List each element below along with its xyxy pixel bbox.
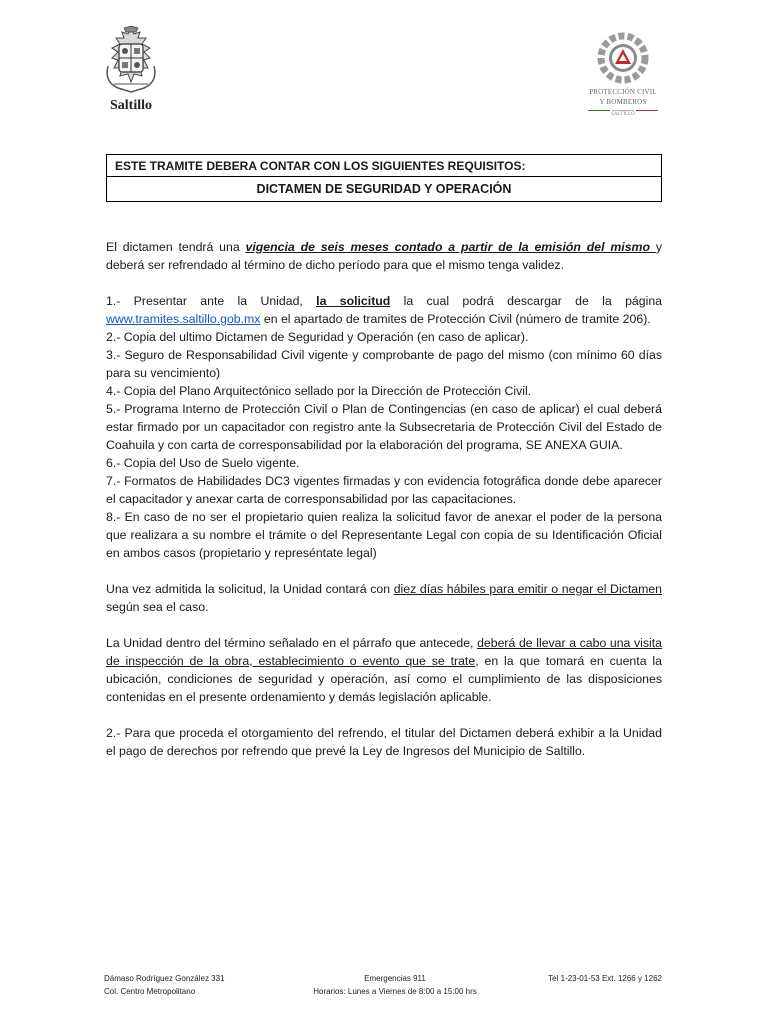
footer-contact xyxy=(305,972,485,998)
admit-text: Una vez admitida la solicitud, la Unidad contará con xyxy=(106,582,394,596)
intro-text-end: y deberá ser refrendado al término de dicho período para que el mismo tenga validez. xyxy=(106,240,662,272)
requirement-item-7: 7.- Formatos de Habilidades DC3 vigentes firmadas y con evidencia fotográfica donde debe aparecer el capacitador y anexar carta de corresponsabilidad por las capacitaciones. xyxy=(106,474,662,506)
document-body xyxy=(106,238,662,760)
inspection-text-end: , en la que tomará en cuenta la ubicación, condiciones de seguridad y operación, así como el cumplimiento de las disposiciones contenidas en el presente ordenamiento y demás legislación aplicable. xyxy=(106,654,662,704)
footer-phone: Tel 1-23-01-53 Ext. 1266 y 1262 xyxy=(548,974,662,983)
emergency-number: Emergencias 911 xyxy=(364,974,426,983)
ten-days-emphasis: diez días hábiles para emitir o negar el Dictamen xyxy=(393,582,662,596)
coat-of-arms-icon xyxy=(100,26,162,98)
intro-paragraph xyxy=(106,238,662,274)
tramites-website-link[interactable]: www.tramites.saltillo.gob.mx xyxy=(106,312,261,326)
validity-emphasis: vigencia de seis meses contado a partir de la emisión del mismo xyxy=(245,240,656,254)
saltillo-coat-of-arms-logo xyxy=(100,26,162,118)
admission-paragraph xyxy=(106,580,662,616)
pc-city-label: SALTILLO xyxy=(611,112,635,117)
flag-stripe-red xyxy=(636,110,658,111)
flag-stripe-green xyxy=(588,110,610,111)
city-name-label: Saltillo xyxy=(109,98,152,113)
footer-address xyxy=(104,972,225,998)
item1-text-mid: la cual podrá descargar de la página xyxy=(390,294,663,308)
refrendo-paragraph: 2.- Para que proceda el otorgamiento del refrendo, el titular del Dictamen deberá exhibir a la Unidad el pago de derechos por refrendo que prevé la Ley de Ingresos del Municipio de Saltillo. xyxy=(106,726,662,758)
solicitud-emphasis: la solicitud xyxy=(316,294,391,308)
requirement-item-1 xyxy=(106,292,662,328)
pc-line1: PROTECCIÓN CIVIL xyxy=(589,88,657,96)
proteccion-civil-logo xyxy=(580,32,666,124)
address-line-1: Dámaso Rodríguez González 331 xyxy=(104,974,225,983)
inspection-emphasis: deberá de llevar a cabo una visita de inspección de la obra, establecimiento o evento que se trate xyxy=(106,636,663,668)
requirement-item-3: 3.- Seguro de Responsabilidad Civil vigente y comprobante de pago del mismo (con mínimo 60 días para su vencimiento) xyxy=(106,348,662,380)
requirement-item-5: 5.- Programa Interno de Protección Civil o Plan de Contingencias (en caso de aplicar) el cual deberá estar firmado por un capacitador con registro ante la Subsecretaria de Protección Civil del Estado de Coahuila y con carta de corresponsabilidad por la elaboración del programa, SE ANEXA GUIA. xyxy=(106,402,662,452)
inspection-paragraph xyxy=(106,634,662,706)
office-hours: Horarios: Lunes a Viernes de 8:00 a 15:00 hrs xyxy=(313,987,477,996)
proteccion-civil-emblem-icon xyxy=(580,32,666,86)
page-footer xyxy=(100,972,668,1006)
admit-text-end: según sea el caso. xyxy=(106,600,209,614)
requirements-heading: ESTE TRAMITE DEBERA CONTAR CON LOS SIGUIENTES REQUISITOS: xyxy=(107,155,661,177)
pc-line2: Y BOMBEROS xyxy=(599,98,647,106)
document-title: DICTAMEN DE SEGURIDAD Y OPERACIÓN xyxy=(256,182,512,196)
intro-text: El dictamen tendrá una xyxy=(106,240,246,254)
inspection-text: La Unidad dentro del término señalado en el párrafo que antecede, xyxy=(106,636,478,650)
item1-text: 1.- Presentar ante la Unidad, xyxy=(106,294,317,308)
requirement-item-4: 4.- Copia del Plano Arquitectónico sellado por la Dirección de Protección Civil. xyxy=(106,384,532,398)
requirement-item-2: 2.- Copia del ultimo Dictamen de Seguridad y Operación (en caso de aplicar). xyxy=(106,330,529,344)
requirements-table xyxy=(106,154,662,202)
address-line-2: Col. Centro Metropolitano xyxy=(104,987,196,996)
flag-stripe-white xyxy=(612,110,634,111)
requirement-item-8: 8.- En caso de no ser el propietario quien realiza la solicitud favor de anexar el poder de la persona que realizara a su nombre el trámite o del Representante Legal con copia de su Identificación Oficial en ambos casos (propietario y represéntate legal) xyxy=(106,510,662,560)
requirement-item-6: 6.- Copia del Uso de Suelo vigente. xyxy=(106,456,300,470)
item1-text-end: en el apartado de tramites de Protección Civil (número de tramite 206). xyxy=(260,312,651,326)
